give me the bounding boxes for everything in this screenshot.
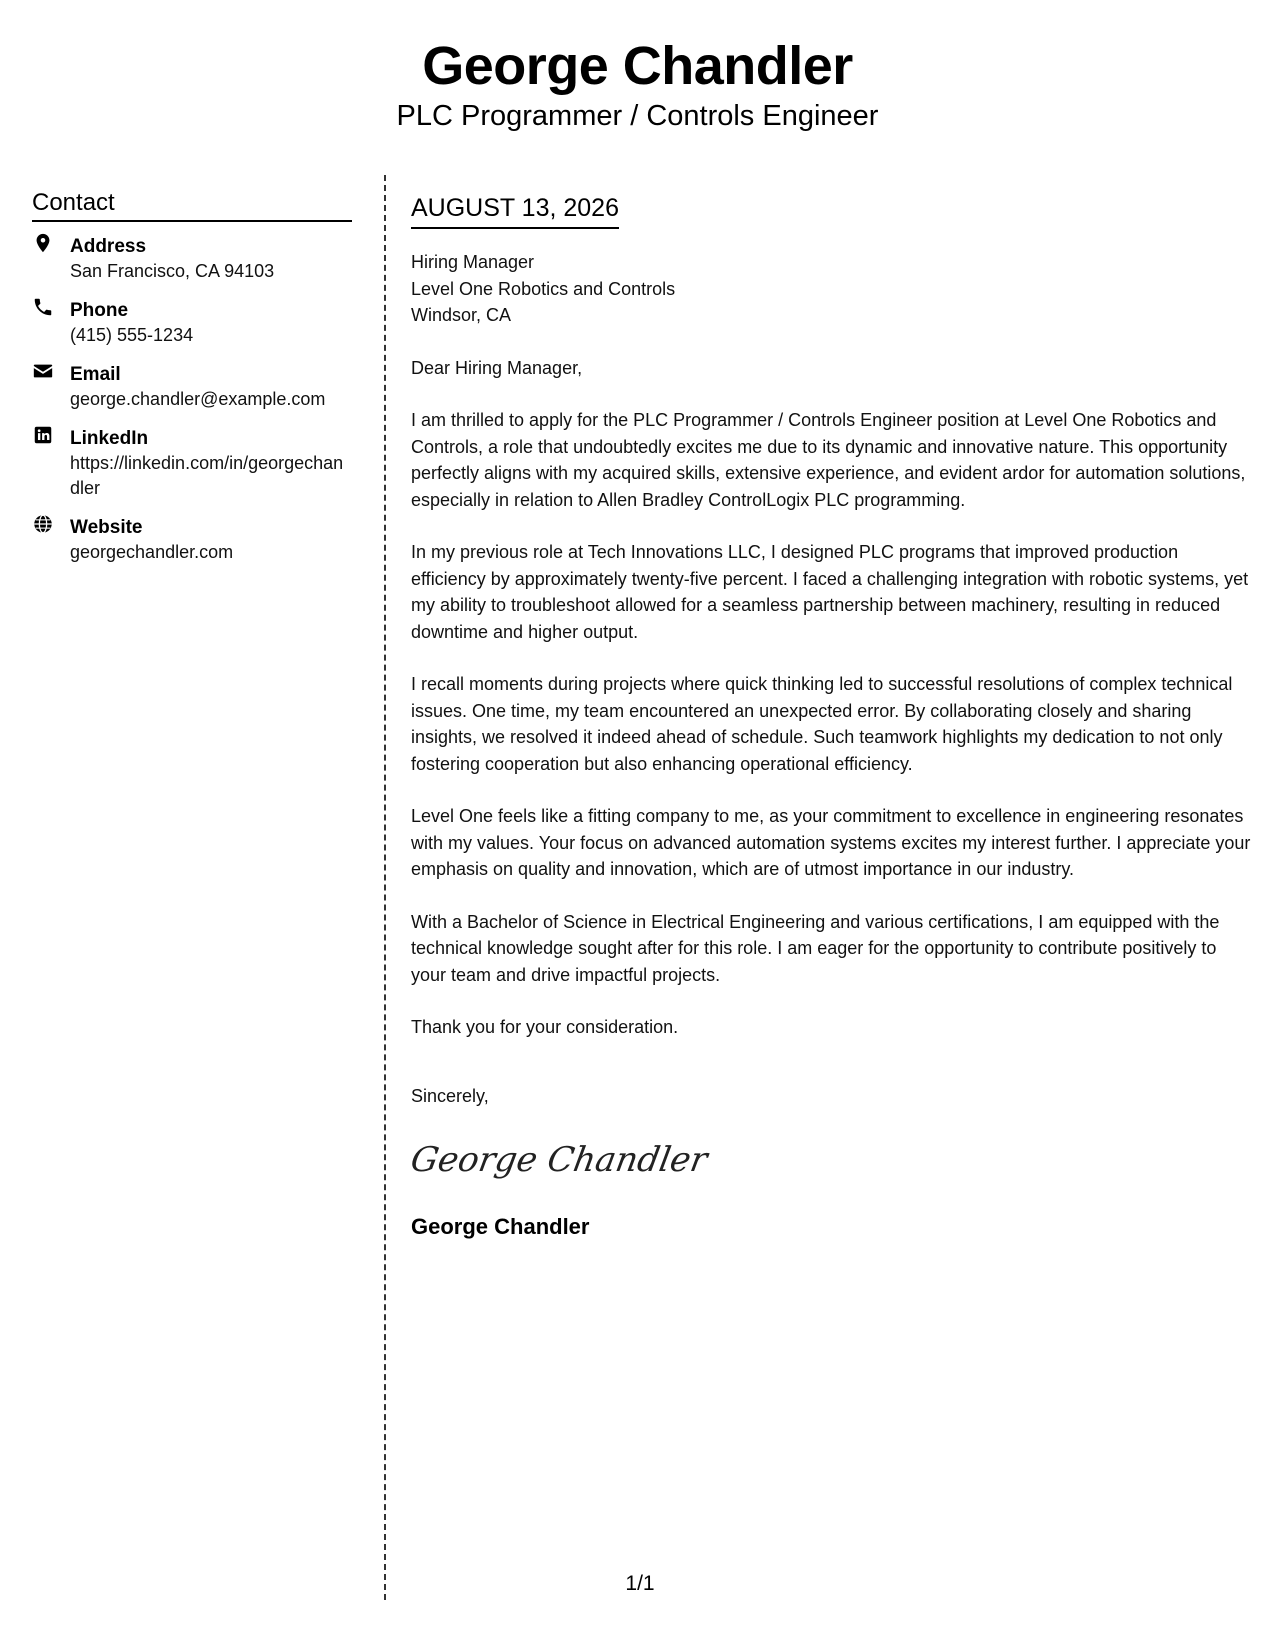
paragraph: With a Bachelor of Science in Electrical Engineering and various certifications, I am equipped with the technical knowledge sought after for this role. I am eager for the opportunity to contribute positively to your team and drive impactful projects. [411,911,1220,985]
contact-item-website [32,515,352,565]
recipient-block [411,249,1253,329]
contact-label: Address [70,236,147,257]
salutation: Dear Hiring Manager, [411,357,583,378]
column-divider [384,175,386,1600]
website-value[interactable]: georgechandler.com [70,542,234,562]
signed-name: George Chandler [411,1214,590,1239]
contact-heading: Contact [32,188,352,222]
contact-label: LinkedIn [70,428,149,449]
contact-item-phone [32,298,352,348]
contact-sidebar [32,188,352,579]
address-value: San Francisco, CA 94103 [70,261,275,281]
map-pin-icon [32,232,56,256]
email-value[interactable]: george.chandler@example.com [70,389,326,409]
paragraph: Level One feels like a fitting company to me, as your commitment to excellence in engineering resonates with my values. Your focus on advanced automation systems excites my interest further. I appreciate your emphasis on quality and innovation, which are of utmost importance in our industry. [411,806,1251,879]
linkedin-value[interactable]: https://linkedin.com/in/georgechandler [70,453,344,498]
job-title: PLC Programmer / Controls Engineer [396,100,879,132]
phone-icon [32,296,56,320]
signature-text: George Chandler [407,1140,711,1180]
contact-item-email [32,362,352,412]
signature-image [407,1127,1253,1191]
globe-icon [32,513,56,537]
letter-paragraphs [411,407,1253,1041]
letter-body [407,193,1253,1241]
contact-label: Email [70,364,121,385]
recipient-line: Hiring Manager [411,252,535,272]
paragraph: In my previous role at Tech Innovations LLC, I designed PLC programs that improved production efficiency by approximately twenty-five percent. I faced a challenging integration with robotic systems, yet my ability to troubleshoot allowed for a seamless partnership between machinery, resulting in reduced downtime and higher output. [411,542,1249,642]
envelope-icon [32,360,56,384]
contact-item-linkedin [32,426,352,501]
recipient-line: Level One Robotics and Controls [411,278,676,299]
contact-label: Website [70,517,143,538]
paragraph: I recall moments during projects where quick thinking led to successful resolutions of complex technical issues. One time, my team encountered an unexpected error. By collaborating closely and sharing insights, we resolved it indeed ahead of schedule. Such teamwork highlights my dedication to not only fostering cooperation but also enhancing operational efficiency. [411,674,1233,774]
paragraph: I am thrilled to apply for the PLC Programmer / Controls Engineer position at Level One Robotics and Controls, a role that undoubtedly excites me due to its dynamic and innovative nature. This opportunity perfectly aligns with my acquired skills, extensive experience, and evident ardor for automation solutions, especially in relation to Allen Bradley ControlLogix PLC programming. [411,410,1246,510]
applicant-name: George Chandler [422,36,853,96]
contact-label: Phone [70,300,129,321]
closing: Sincerely, [411,1085,489,1106]
contact-item-address [32,234,352,284]
page-number: 1/1 [625,1572,655,1595]
recipient-line: Windsor, CA [411,305,512,325]
linkedin-icon [32,424,56,448]
paragraph: Thank you for your consideration. [411,1017,679,1037]
letter-header [0,34,1275,134]
letter-date: AUGUST 13, 2026 [411,193,619,229]
phone-value: (415) 555-1234 [70,325,194,345]
